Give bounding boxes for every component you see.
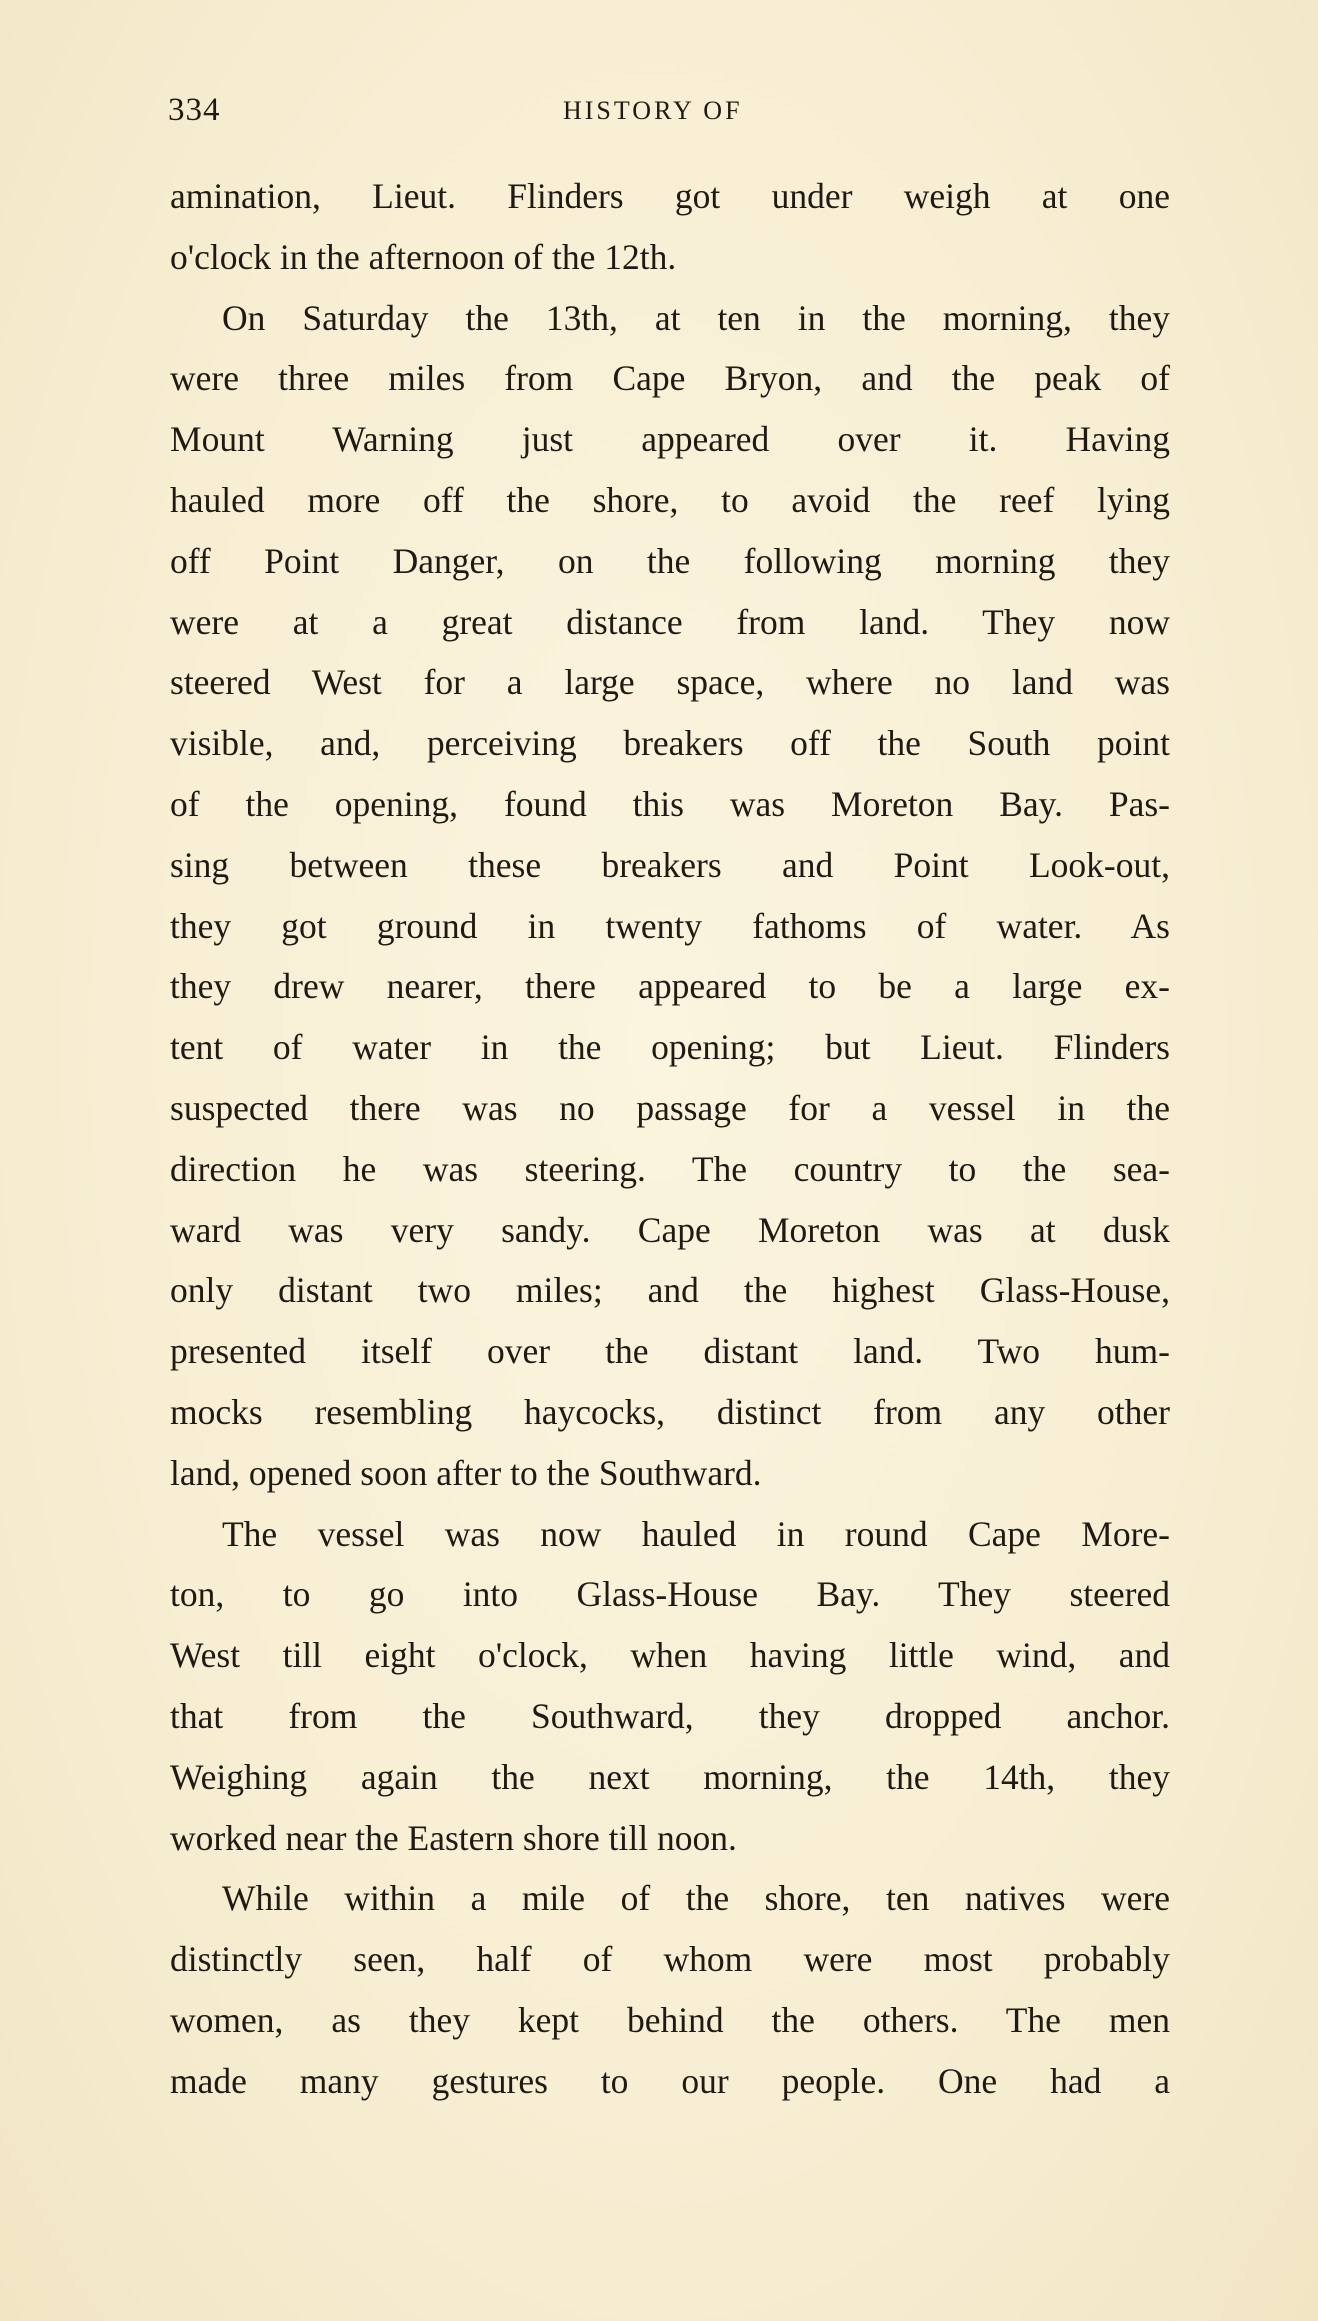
text-line: amination, Lieut. Flinders got under weigh at one [170,176,1170,216]
text-line: ton, to go into Glass-House Bay. They steered [170,1574,1170,1615]
text-line: presented itself over the distant land. Two hum- [170,1331,1170,1372]
text-line: hauled more off the shore, to avoid the reef lying [170,479,1170,520]
text-line: only distant two miles; and the highest Glass-House, [170,1270,1170,1311]
text-line: distinctly seen, half of whom were most probably [170,1939,1170,1980]
text-line: o'clock in the afternoon of the 12th. [170,236,677,277]
running-head: HISTORY OF [563,96,743,125]
text-line: land, opened soon after to the Southward. [170,1452,762,1493]
page-number: 334 [168,92,221,128]
text-line: sing between these breakers and Point Look-out, [170,844,1170,885]
text-line: suspected there was no passage for a vessel in the [170,1087,1170,1128]
text-line: On Saturday the 13th, at ten in the morning, they [222,297,1170,338]
text-line: tent of water in the opening; but Lieut. Flinders [170,1027,1170,1068]
text-line: The vessel was now hauled in round Cape More- [222,1513,1170,1554]
text-line: direction he was steering. The country to the sea- [170,1148,1170,1189]
text-line: they got ground in twenty fathoms of water. As [170,905,1170,946]
text-line: While within a mile of the shore, ten natives were [222,1878,1170,1919]
text-line: Mount Warning just appeared over it. Having [170,419,1170,460]
text-line: made many gestures to our people. One had a [170,2060,1170,2101]
text-line: West till eight o'clock, when having little wind, and [170,1635,1170,1676]
text-line: Weighing again the next morning, the 14th, they [170,1756,1170,1797]
text-line: they drew nearer, there appeared to be a large ex- [170,966,1170,1007]
text-line: were at a great distance from land. They now [170,601,1170,642]
text-line: worked near the Eastern shore till noon. [170,1817,737,1858]
text-line: that from the Southward, they dropped anchor. [170,1695,1170,1736]
page-header [168,92,1170,132]
text-line: off Point Danger, on the following morning they [170,540,1170,581]
text-line: steered West for a large space, where no land was [170,662,1170,703]
text-line: visible, and, perceiving breakers off the South point [170,723,1170,764]
text-line: of the opening, found this was Moreton Bay. Pas- [170,783,1170,824]
text-line: were three miles from Cape Bryon, and the peak of [170,358,1170,399]
text-line: women, as they kept behind the others. The men [170,1999,1170,2040]
text-line: mocks resembling haycocks, distinct from any other [170,1391,1170,1432]
body-text [170,166,1170,2112]
text-line: ward was very sandy. Cape Moreton was at dusk [170,1209,1170,1250]
